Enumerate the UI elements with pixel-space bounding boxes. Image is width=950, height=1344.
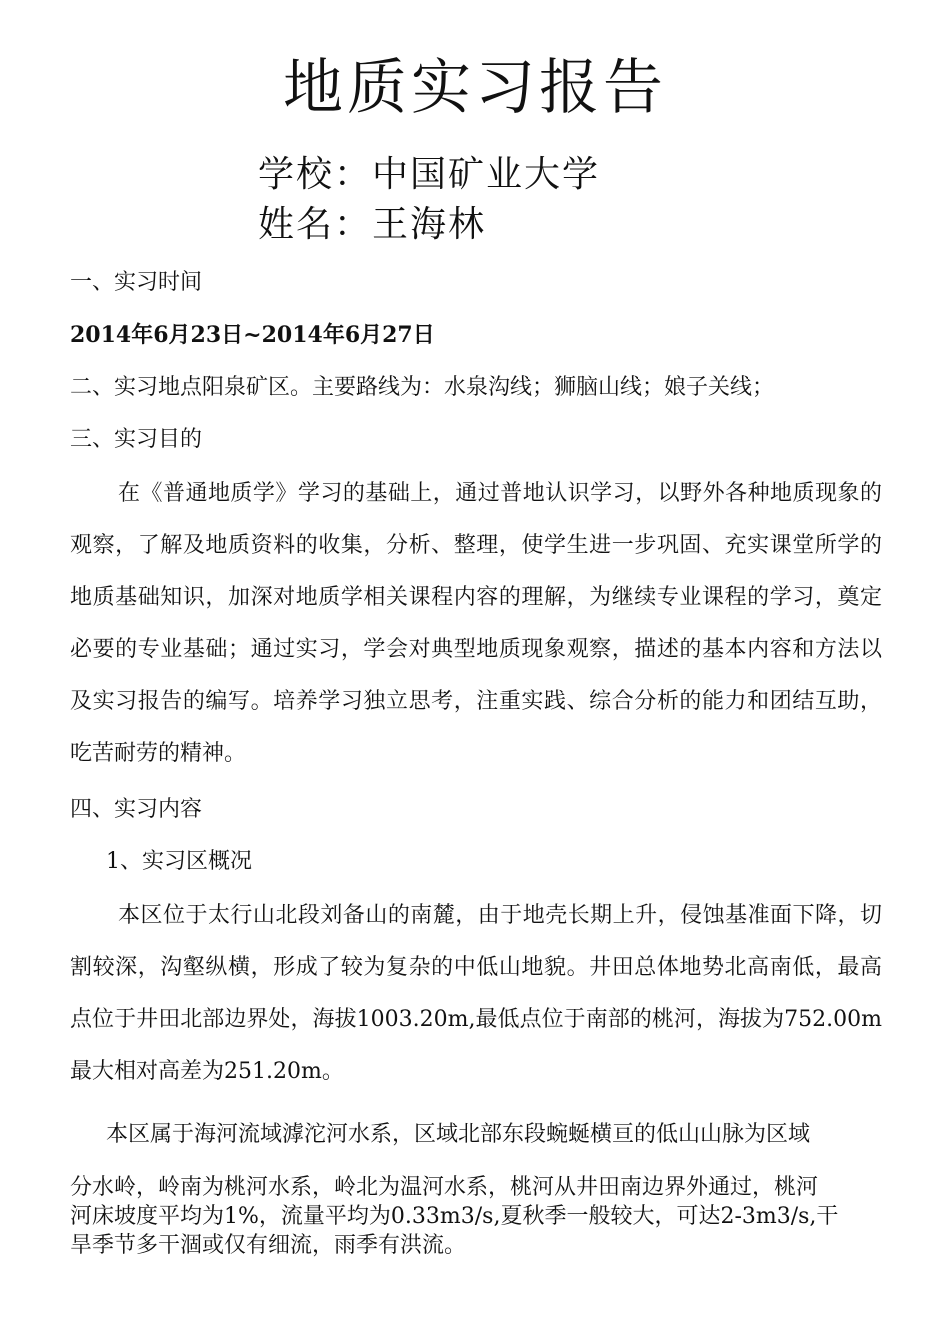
river-line-4: 旱季节多干涸或仅有细流，雨季有洪流。 bbox=[70, 1233, 467, 1258]
document-title: 地质实习报告 bbox=[283, 53, 667, 123]
river-line-3: 河床坡度平均为1%，流量平均为0.33m3/s,夏秋季一般较大，可达2-3m3/s,干 bbox=[70, 1204, 839, 1229]
river-line-1: 本区属于海河流域滹沱河水系，区域北部东段蜿蜒横亘的低山山脉为区域 bbox=[106, 1122, 811, 1147]
section-time-heading: 一、实习时间 bbox=[70, 270, 203, 295]
section-purpose-heading: 三、实习目的 bbox=[70, 427, 203, 452]
name-line: 姓名：王海林 bbox=[258, 204, 487, 245]
school-line: 学校：中国矿业大学 bbox=[258, 154, 601, 195]
purpose-paragraph: 在《普通地质学》学习的基础上，通过普地认识学习，以野外各种地质现象的观察，了解及地质资料的收集，分析、整理，使学生进一步巩固、充实课堂所学的地质基础知识，加深对地质学相关课程内容的理解，为继续专业课程的学习，奠定必要的专业基础；通过实习，学会对典型地质现象观察，描述的基本内容和方法以及实习报告的编写。培养学习独立思考，注重实践、综合分析的能力和团结互助，吃苦耐劳的精神。 bbox=[70, 481, 882, 766]
overview-paragraph: 本区位于太行山北段刘备山的南麓，由于地壳长期上升，侵蚀基准面下降，切割较深，沟壑纵横，形成了较为复杂的中低山地貌。井田总体地势北高南低，最高点位于井田北部边界处，海拔1003.20m,最低点位于南部的桃河，海拔为752.00m最大相对高差为251.20m。 bbox=[70, 903, 882, 1084]
section-content-heading: 四、实习内容 bbox=[70, 797, 203, 822]
section-time-value: 2014年6月23日~2014年6月27日 bbox=[70, 322, 435, 348]
river-line-2: 分水岭，岭南为桃河水系，岭北为温河水系，桃河从井田南边界外通过，桃河 bbox=[70, 1175, 819, 1200]
subsection-overview-heading: 1、实习区概况 bbox=[106, 849, 252, 874]
section-place: 二、实习地点阳泉矿区。主要路线为：水泉沟线；狮脑山线；娘子关线； bbox=[70, 375, 775, 400]
